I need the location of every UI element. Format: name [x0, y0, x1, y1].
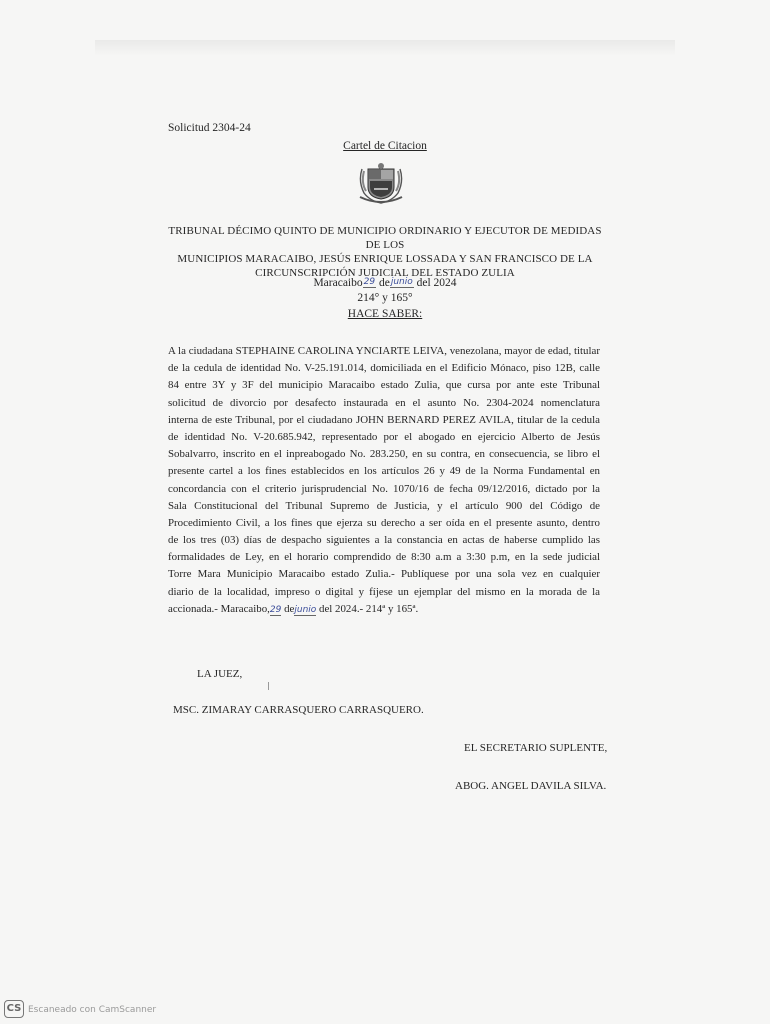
body-line: de identidad No. V-20.685.942, representado por el abogado en ejercicio Alberto de Jesús	[168, 430, 600, 443]
body-line: formalidades de Ley, en el horario comprendido de 8:30 a.m a 3:30 p.m, en la sede judicial	[168, 551, 600, 564]
body-paragraph	[168, 343, 600, 619]
handwritten-month: junio	[294, 604, 317, 615]
tribunal-line: MUNICIPIOS MARACAIBO, JESÚS ENRIQUE LOSSADA Y SAN FRANCISCO DE LA	[177, 253, 593, 265]
date-de: de	[378, 277, 390, 289]
last-line-suffix: del 2024.- 214ª y 165ª.	[319, 602, 419, 615]
handwritten-month: junio	[390, 277, 413, 287]
handwritten-day: 29	[269, 604, 282, 615]
secretary-name: ABOG. ANGEL DAVILA SILVA.	[455, 780, 607, 792]
body-line: presente cartel a los fines establecidos en los artículos 26 y 49 de la Norma Fundamental en	[168, 465, 600, 478]
scanner-watermark: Escaneado con CamScanner	[28, 1005, 157, 1015]
secretary-label: EL SECRETARIO SUPLENTE,	[464, 742, 608, 754]
document-heading: Cartel de Citacion	[343, 140, 427, 152]
body-line: interna de este Tribunal, por el ciudadano JOHN BERNARD PEREZ AVILA, titular de la cedula	[168, 413, 600, 426]
date-year: del 2024	[416, 277, 457, 289]
judge-label: LA JUEZ,	[197, 668, 243, 680]
body-last-line	[168, 601, 600, 619]
mark	[268, 682, 269, 690]
body-line: Procedimiento Civil, a los fines que ejerza su derecho a ser oída en el presente asunto, dentro	[168, 516, 600, 529]
body-line: de los tres (03) días de despacho siguientes a la constancia en actas de haberse cumplido las	[168, 534, 600, 547]
body-line: A la ciudadana STEPHAINE CAROLINA YNCIARTE LEIVA, venezolana, mayor de edad, titular	[168, 345, 600, 357]
body-line: Torre Mara Municipio Maracaibo estado Zulia.- Publíquese por una sola vez en cualquier	[168, 568, 600, 581]
judge-name: MSC. ZIMARAY CARRASQUERO CARRASQUERO.	[173, 704, 424, 716]
date-city: Maracaibo	[313, 277, 363, 289]
hace-saber-heading: HACE SABER:	[347, 308, 423, 320]
last-line-de: de	[284, 602, 295, 615]
date-line	[0, 277, 770, 290]
scan-shadow	[95, 40, 675, 56]
coat-of-arms-icon	[356, 161, 406, 205]
handwritten-day: 29	[363, 277, 376, 287]
tribunal-name	[160, 224, 610, 280]
body-line: de la cedula de identidad No. V-25.191.014, domiciliada en el Edificio Mónaco, piso 12B, calle	[168, 362, 600, 375]
camscanner-logo-icon: CS	[4, 1000, 24, 1018]
years-line: 214° y 165°	[357, 292, 413, 304]
last-line-prefix: accionada.- Maracaibo,	[168, 602, 270, 615]
body-line: Sala Constitucional del Tribunal Supremo de Justicia, y el artículo 900 del Código de	[168, 499, 600, 512]
body-line: diario de la localidad, impreso o digital y fíjese un ejemplar del mismo en la morada de la	[168, 585, 600, 598]
tribunal-line: CIRCUNSCRIPCIÓN JUDICIAL DEL ESTADO ZULIA	[255, 267, 515, 279]
body-line: concordancia con el criterio jurisprudencial No. 1070/16 de fecha 09/12/2016, dictado por la	[168, 482, 600, 495]
tribunal-line: TRIBUNAL DÉCIMO QUINTO DE MUNICIPIO ORDINARIO Y EJECUTOR DE MEDIDAS DE LOS	[168, 225, 602, 251]
scanner-footer	[0, 996, 770, 1024]
body-line: solicitud de divorcio por desafecto instaurada en el asunto No. 2304-2024 nomenclatura	[168, 396, 600, 409]
body-line: 84 entre 3Y y 3F del municipio Maracaibo estado Zulia, que cursa por ante este Tribunal	[168, 379, 600, 392]
body-line: Sobalvarro, inscrito en el inpreabogado No. 283.250, en su contra, en consecuencia, se libro el	[168, 448, 600, 461]
solicitud-number: Solicitud 2304-24	[168, 122, 251, 134]
